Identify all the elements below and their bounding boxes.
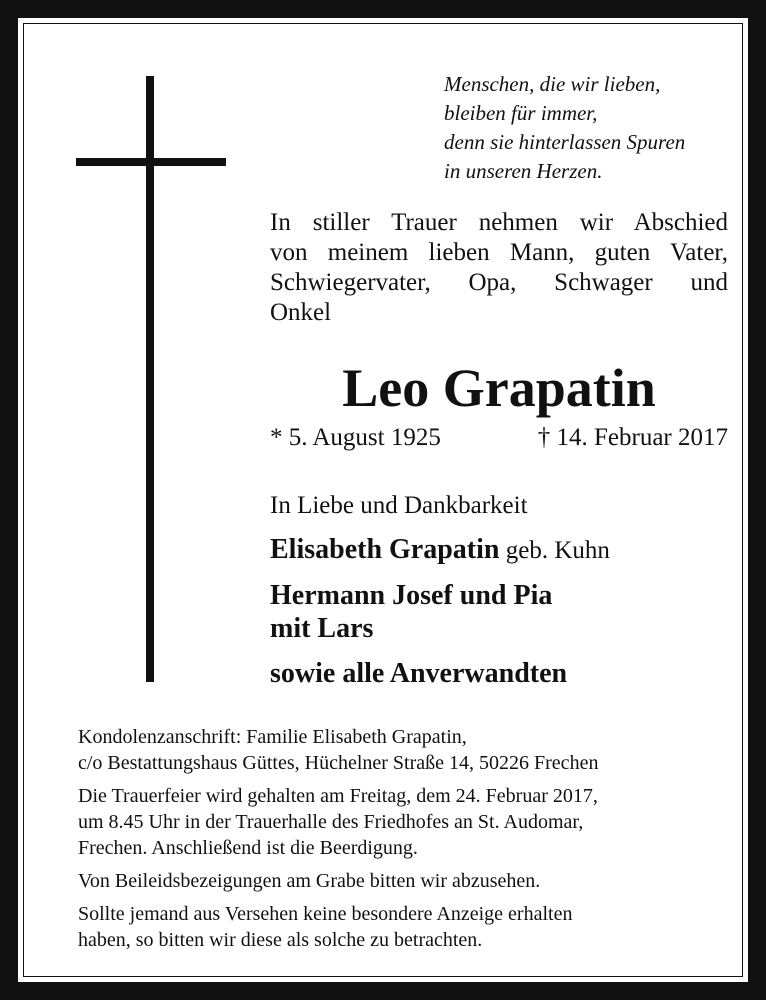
announcement-line: Schwiegervater, Opa, Schwager und — [270, 269, 728, 296]
grave-request — [78, 868, 730, 894]
widow-name: Elisabeth Grapatin — [270, 534, 500, 565]
announcement-line: von meinem lieben Mann, guten Vater, — [270, 239, 728, 266]
announcement-line: Onkel — [270, 299, 332, 326]
grave-request-text: Von Beileidsbezeigungen am Grabe bitten wir abzusehen. — [78, 870, 541, 892]
widow-maiden-name: geb. Kuhn — [505, 537, 610, 564]
service-line: um 8.45 Uhr in der Trauerhalle des Friedhofes an St. Audomar, — [78, 811, 584, 833]
motto-line: bleiben für immer, — [444, 101, 598, 125]
service-info — [78, 783, 730, 861]
relatives-line: sowie alle Anverwandten — [270, 658, 568, 689]
thanks-line: In Liebe und Dankbarkeit — [270, 492, 528, 519]
service-line: Die Trauerfeier wird gehalten am Freitag, dem 24. Februar 2017, — [78, 785, 598, 807]
notes-section — [78, 724, 730, 960]
children-line: Hermann Josef und Pia — [270, 580, 553, 611]
grandchild-line: mit Lars — [270, 613, 374, 644]
condolence-line: c/o Bestattungshaus Güttes, Hüchelner Straße 14, 50226 Frechen — [78, 752, 599, 774]
notice-hint — [78, 901, 730, 953]
deceased-name: Leo Grapatin — [342, 358, 656, 418]
condolence-line: Kondolenzanschrift: Familie Elisabeth Grapatin, — [78, 726, 467, 748]
motto-verse — [444, 70, 744, 186]
service-line: Frechen. Anschließend ist die Beerdigung. — [78, 837, 418, 859]
cross-icon — [146, 76, 154, 682]
cross-icon-crossbar — [76, 158, 226, 166]
motto-line: in unseren Herzen. — [444, 159, 603, 183]
notice-line: haben, so bitten wir diese als solche zu betrachten. — [78, 929, 483, 951]
announcement-line: In stiller Trauer nehmen wir Abschied — [270, 209, 728, 236]
widow-line — [270, 534, 610, 566]
birth-date: * 5. August 1925 — [270, 424, 441, 451]
condolence-address — [78, 724, 730, 776]
motto-line: Menschen, die wir lieben, — [444, 72, 661, 96]
announcement-text — [270, 208, 728, 328]
death-date: † 14. Februar 2017 — [537, 424, 728, 451]
notice-line: Sollte jemand aus Versehen keine besondere Anzeige erhalten — [78, 903, 573, 925]
motto-line: denn sie hinterlassen Spuren — [444, 130, 686, 154]
